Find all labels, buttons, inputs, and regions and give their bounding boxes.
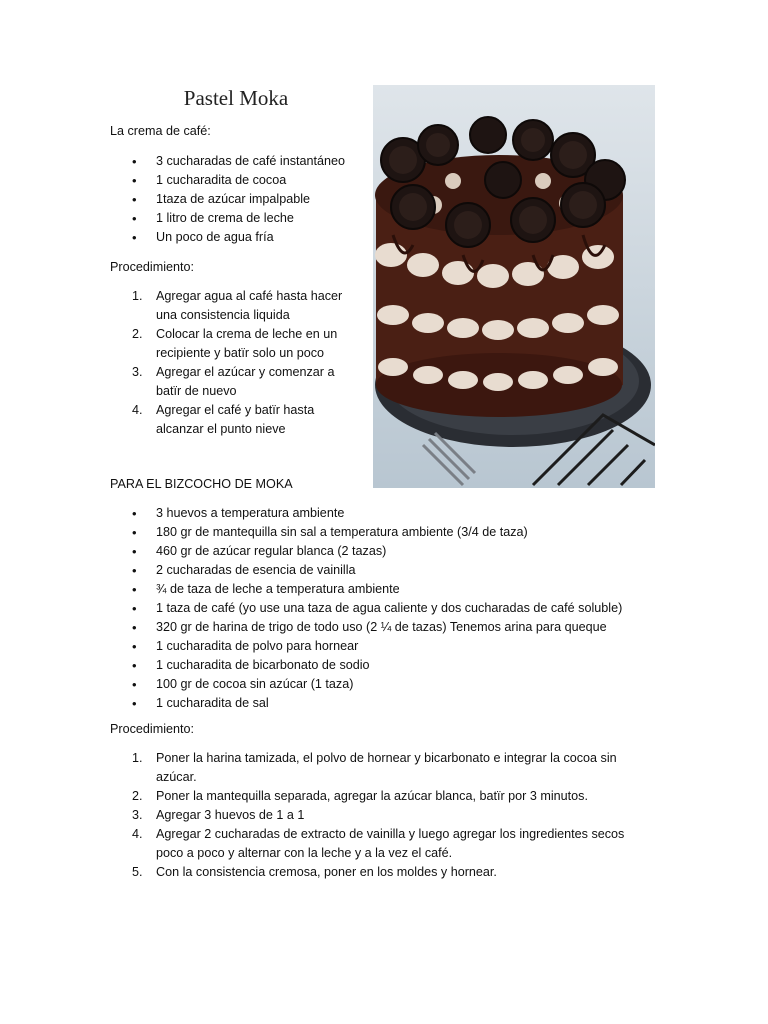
list-item: • 100 gr de cocoa sin azúcar (1 taza) bbox=[110, 675, 670, 694]
step-number: 3. bbox=[132, 365, 143, 379]
step-text: Poner la mantequilla separada, agregar la azúcar blanca, batïr por 3 minutos. bbox=[156, 789, 588, 803]
step-text: Colocar la crema de leche en un recipiente y batïr solo un poco bbox=[156, 327, 338, 360]
cake-illustration bbox=[373, 85, 655, 488]
list-item bbox=[110, 787, 650, 806]
list-item bbox=[110, 749, 650, 787]
step-text: Agregar el azúcar y comenzar a batïr de nuevo bbox=[156, 365, 335, 398]
sponge-heading: PARA EL BIZCOCHO DE MOKA bbox=[110, 477, 293, 491]
step-number: 2. bbox=[132, 327, 143, 341]
list-item: • 1taza de azúcar impalpable bbox=[110, 190, 372, 209]
step-text: Agregar el café y batïr hasta alcanzar el punto nieve bbox=[156, 403, 315, 436]
step-text: Agregar 3 huevos de 1 a 1 bbox=[156, 808, 305, 822]
list-item: • 320 gr de harina de trigo de todo uso (2 ¼ de tazas) Tenemos arina para queque bbox=[110, 618, 670, 637]
list-item: • 460 gr de azúcar regular blanca (2 tazas) bbox=[110, 542, 670, 561]
list-item bbox=[110, 825, 650, 863]
list-item: • 1 cucharadita de sal bbox=[110, 694, 670, 713]
cream-heading: La crema de café: bbox=[110, 124, 211, 138]
step-text: Agregar agua al café hasta hacer una consistencia liquida bbox=[156, 289, 343, 322]
list-item: • 1 cucharadita de polvo para hornear bbox=[110, 637, 670, 656]
step-number: 4. bbox=[132, 403, 143, 417]
list-item bbox=[110, 287, 362, 325]
list-item bbox=[110, 363, 362, 401]
step-text: Con la consistencia cremosa, poner en los moldes y hornear. bbox=[156, 865, 497, 879]
list-item: • 180 gr de mantequilla sin sal a temperatura ambiente (3/4 de taza) bbox=[110, 523, 670, 542]
list-item bbox=[110, 401, 362, 439]
cake-photo bbox=[373, 85, 655, 488]
step-number: 3. bbox=[132, 808, 143, 822]
cream-ingredient-list bbox=[110, 152, 372, 247]
list-item bbox=[110, 325, 362, 363]
list-item: • 1 taza de café (yo use una taza de agua caliente y dos cucharadas de café soluble) bbox=[110, 599, 670, 618]
list-item: • Un poco de agua fría bbox=[110, 228, 372, 247]
list-item: • ¾ de taza de leche a temperatura ambiente bbox=[110, 580, 670, 599]
step-number: 2. bbox=[132, 789, 143, 803]
list-item: • 1 cucharadita de cocoa bbox=[110, 171, 372, 190]
sponge-ingredient-list bbox=[110, 504, 670, 713]
list-item bbox=[110, 863, 650, 882]
step-number: 1. bbox=[132, 751, 143, 765]
list-item bbox=[110, 806, 650, 825]
list-item: • 3 huevos a temperatura ambiente bbox=[110, 504, 670, 523]
list-item: • 2 cucharadas de esencia de vainilla bbox=[110, 561, 670, 580]
step-number: 1. bbox=[132, 289, 143, 303]
list-item: • 1 litro de crema de leche bbox=[110, 209, 372, 228]
page-title: Pastel Moka bbox=[183, 86, 289, 110]
list-item: • 3 cucharadas de café instantáneo bbox=[110, 152, 372, 171]
step-number: 5. bbox=[132, 865, 143, 879]
step-text: Poner la harina tamizada, el polvo de hornear y bicarbonato e integrar la cocoa sin azúcar. bbox=[156, 751, 617, 784]
cream-step-list bbox=[110, 287, 362, 439]
sponge-procedure-heading: Procedimiento: bbox=[110, 722, 194, 736]
step-number: 4. bbox=[132, 827, 143, 841]
step-text: Agregar 2 cucharadas de extracto de vainilla y luego agregar los ingredientes secos poco a poco y alternar con la leche y a la vez el café. bbox=[156, 827, 625, 860]
sponge-step-list bbox=[110, 749, 650, 882]
list-item: • 1 cucharadita de bicarbonato de sodio bbox=[110, 656, 670, 675]
cream-procedure-heading: Procedimiento: bbox=[110, 260, 194, 274]
